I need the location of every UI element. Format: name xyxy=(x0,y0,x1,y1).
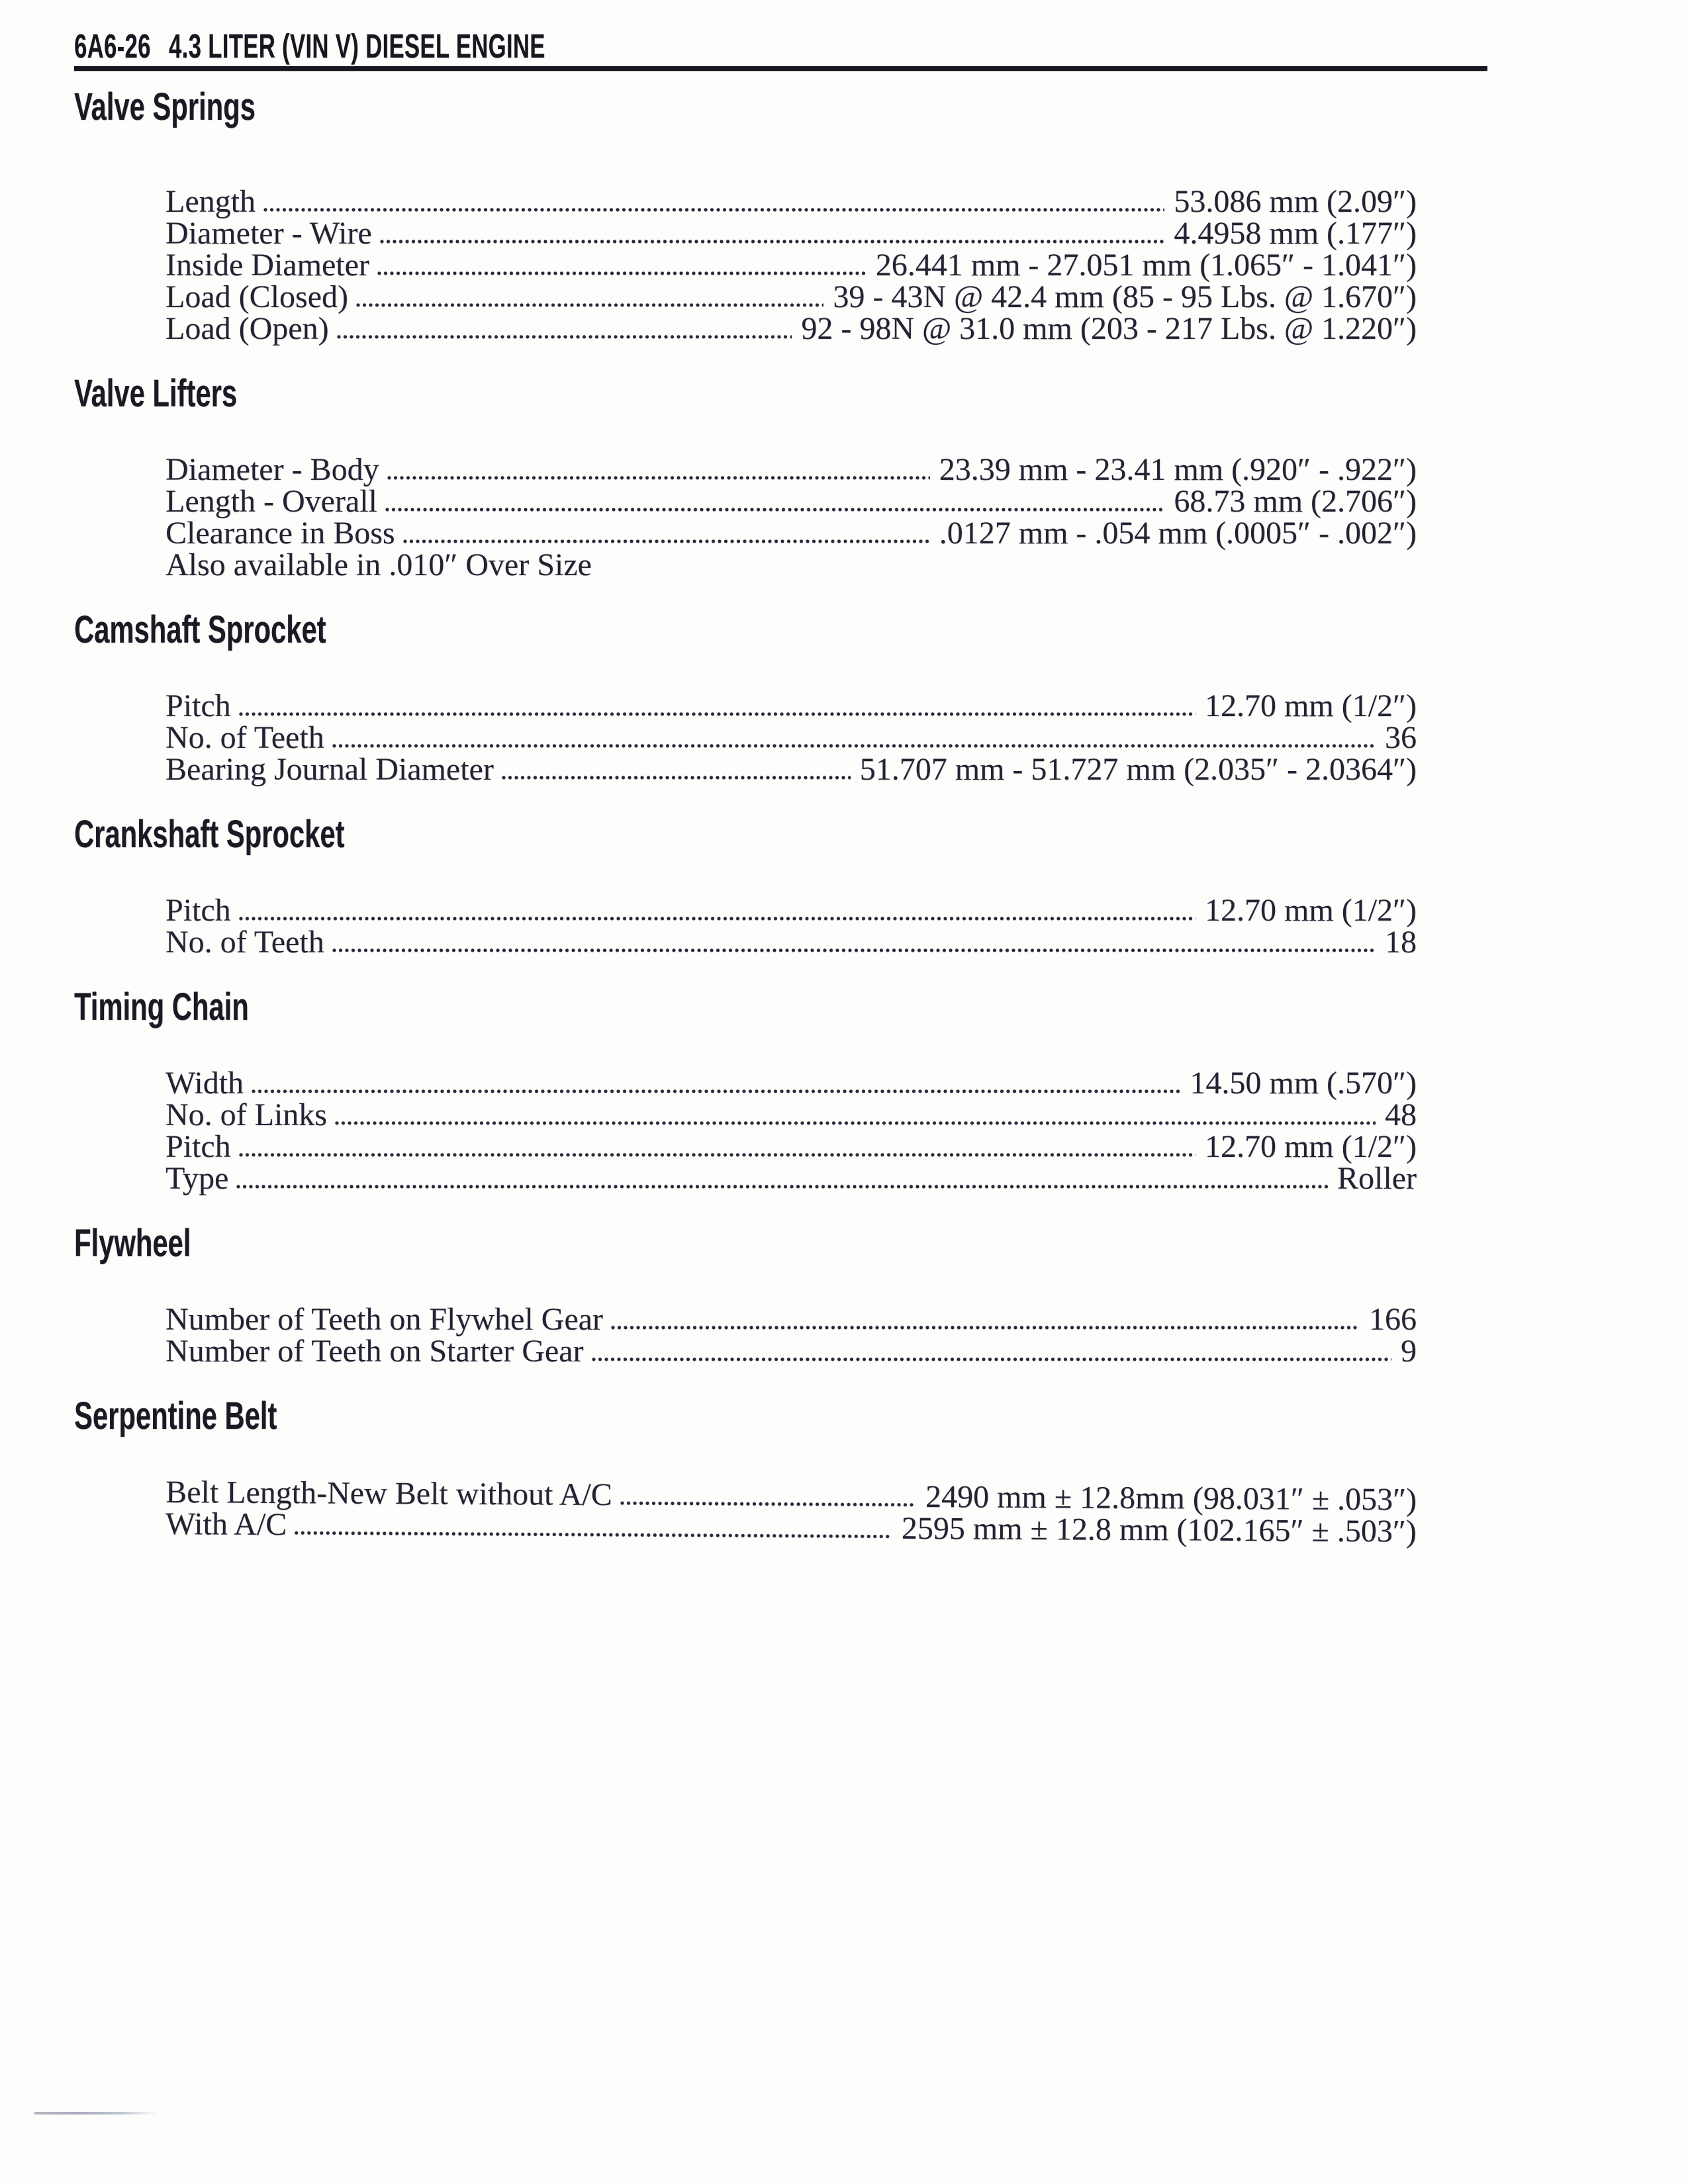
spec-value: .0127 mm - .054 mm (.0005″ - .002″) xyxy=(939,516,1417,551)
spec-value: 26.441 mm - 27.051 mm (1.065″ - 1.041″) xyxy=(875,248,1417,283)
dotted-leader xyxy=(592,1357,1391,1361)
spec-label: Length - Overall xyxy=(165,484,377,519)
spec-label: Type xyxy=(165,1161,229,1196)
dotted-leader xyxy=(403,539,930,543)
spec-label: With A/C xyxy=(165,1506,287,1543)
spec-row xyxy=(165,1477,1417,1516)
section-rows xyxy=(165,690,1417,786)
dotted-leader xyxy=(380,240,1165,244)
spec-value: 23.39 mm - 23.41 mm (.920″ - .922″) xyxy=(939,452,1417,487)
spec-label: Pitch xyxy=(165,893,231,928)
spec-value: 2490 mm ± 12.8mm (98.031″ ± .053″) xyxy=(925,1479,1417,1518)
dotted-leader xyxy=(620,1501,916,1507)
spec-value: 9 xyxy=(1401,1334,1417,1369)
dotted-leader xyxy=(236,1185,1328,1189)
dotted-leader xyxy=(385,508,1164,512)
spec-section xyxy=(74,85,1417,346)
spec-label: Load (Open) xyxy=(165,311,329,346)
spec-label: No. of Teeth xyxy=(165,720,324,755)
spec-label: Diameter - Body xyxy=(165,452,379,487)
spec-row xyxy=(165,1304,1417,1336)
spec-row xyxy=(165,895,1417,927)
section-title: Crankshaft Sprocket xyxy=(74,813,345,856)
spec-row xyxy=(165,1131,1417,1163)
dotted-leader xyxy=(502,776,851,780)
dotted-leader xyxy=(263,208,1164,212)
spec-section xyxy=(74,1394,1417,1549)
spec-value: 2595 mm ± 12.8 mm (102.165″ ± .503″) xyxy=(901,1510,1417,1549)
spec-label: No. of Teeth xyxy=(165,925,324,960)
spec-value: 18 xyxy=(1385,925,1417,960)
spec-label: Clearance in Boss xyxy=(165,516,395,551)
spec-label: Pitch xyxy=(165,1129,231,1164)
spec-label: Belt Length-New Belt without A/C xyxy=(165,1475,612,1513)
spec-value: 14.50 mm (.570″) xyxy=(1190,1066,1417,1101)
spec-row xyxy=(165,486,1417,518)
dotted-leader xyxy=(252,1089,1180,1093)
spec-section xyxy=(74,1224,1417,1367)
spec-section xyxy=(74,372,1417,582)
spec-row xyxy=(165,927,1417,958)
spec-row xyxy=(165,518,1417,549)
page-header xyxy=(0,0,1688,64)
spec-row xyxy=(165,454,1417,486)
spec-value: 48 xyxy=(1385,1097,1417,1132)
section-title: Valve Lifters xyxy=(74,372,238,415)
spec-label: Diameter - Wire xyxy=(165,216,372,251)
section-rows xyxy=(165,1068,1417,1195)
spec-section xyxy=(74,815,1417,958)
spec-row xyxy=(165,690,1417,722)
spec-row xyxy=(165,281,1417,313)
dotted-leader xyxy=(356,303,823,307)
dotted-leader xyxy=(387,476,930,480)
spec-label: No. of Links xyxy=(165,1097,327,1132)
scan-artifact-line xyxy=(34,2112,158,2115)
spec-section xyxy=(74,985,1417,1196)
dotted-leader xyxy=(332,948,1376,952)
spec-value: 51.707 mm - 51.727 mm (2.035″ - 2.0364″) xyxy=(859,752,1417,787)
spec-value: 39 - 43N @ 42.4 mm (85 - 95 Lbs. @ 1.670″) xyxy=(833,279,1417,314)
spec-value: 12.70 mm (1/2″) xyxy=(1205,893,1417,928)
spec-label: Pitch xyxy=(165,688,231,723)
spec-value: 68.73 mm (2.706″) xyxy=(1174,484,1417,519)
section-rows xyxy=(165,454,1417,581)
page-title: 4.3 LITER (VIN V) DIESEL ENGINE xyxy=(168,27,545,65)
spec-section xyxy=(74,608,1417,787)
spec-value: 12.70 mm (1/2″) xyxy=(1205,1129,1417,1164)
spec-label: Width xyxy=(165,1066,244,1101)
spec-value: 92 - 98N @ 31.0 mm (203 - 217 Lbs. @ 1.220″) xyxy=(801,311,1417,346)
section-rows xyxy=(165,895,1417,958)
dotted-leader xyxy=(239,712,1196,716)
spec-value: 4.4958 mm (.177″) xyxy=(1174,216,1417,251)
spec-sections xyxy=(0,71,1688,1549)
spec-value: 36 xyxy=(1385,720,1417,755)
spec-value: 166 xyxy=(1369,1302,1417,1337)
spec-label: Number of Teeth on Starter Gear xyxy=(165,1334,584,1369)
dotted-leader xyxy=(295,1531,892,1539)
page-header-text xyxy=(74,29,545,64)
spec-label: Length xyxy=(165,184,256,219)
spec-label: Load (Closed) xyxy=(165,279,348,314)
dotted-leader xyxy=(239,917,1196,921)
dotted-leader xyxy=(239,1153,1196,1157)
dotted-leader xyxy=(611,1326,1360,1330)
spec-row xyxy=(165,218,1417,250)
spec-row xyxy=(165,1336,1417,1367)
spec-row xyxy=(165,1163,1417,1195)
spec-label: Also available in .010″ Over Size xyxy=(165,547,592,582)
spec-row xyxy=(165,1508,1417,1548)
dotted-leader xyxy=(332,744,1376,748)
spec-row xyxy=(165,313,1417,345)
dotted-leader xyxy=(337,335,792,339)
spec-label: Inside Diameter xyxy=(165,248,369,283)
section-title: Flywheel xyxy=(74,1222,191,1265)
section-title: Serpentine Belt xyxy=(74,1394,277,1437)
section-rows xyxy=(165,186,1417,345)
spec-value: Roller xyxy=(1337,1161,1417,1196)
section-title: Timing Chain xyxy=(74,985,249,1028)
section-title: Valve Springs xyxy=(74,85,256,128)
spec-row xyxy=(165,250,1417,281)
spec-label: Number of Teeth on Flywhel Gear xyxy=(165,1302,603,1337)
spec-row xyxy=(165,722,1417,754)
spec-row xyxy=(165,549,1417,581)
dotted-leader xyxy=(335,1121,1376,1125)
page-code: 6A6-26 xyxy=(74,27,151,65)
spec-row xyxy=(165,1099,1417,1131)
spec-row xyxy=(165,186,1417,218)
spec-label: Bearing Journal Diameter xyxy=(165,752,494,787)
spec-row xyxy=(165,1068,1417,1099)
spec-value: 12.70 mm (1/2″) xyxy=(1205,688,1417,723)
section-rows xyxy=(165,1477,1417,1548)
dotted-leader xyxy=(377,271,867,275)
spec-value: 53.086 mm (2.09″) xyxy=(1174,184,1417,219)
spec-row xyxy=(165,754,1417,786)
header-rule xyxy=(74,66,1487,71)
section-title: Camshaft Sprocket xyxy=(74,608,326,651)
section-rows xyxy=(165,1304,1417,1367)
